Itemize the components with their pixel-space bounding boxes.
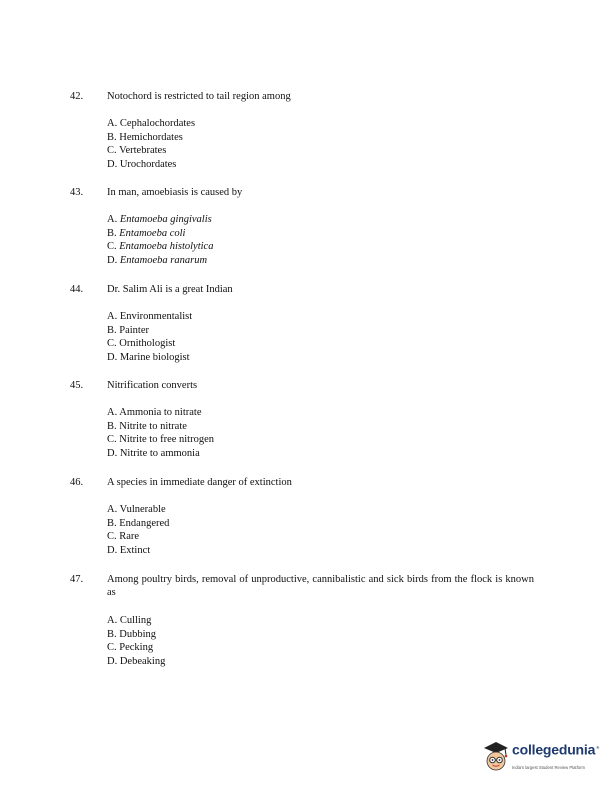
- option-a: A. Environmentalist: [107, 311, 193, 322]
- option-c: C. Ornithologist: [107, 338, 176, 350]
- question-text: A species in immediate danger of extinction: [107, 477, 292, 488]
- question-number: 45.: [70, 380, 84, 391]
- option-d: D. Debeaking: [107, 655, 166, 667]
- option-d: D. Extinct: [107, 544, 151, 556]
- option-b: B. Nitrite to nitrate: [107, 420, 187, 432]
- option-prefix: C.: [107, 241, 120, 253]
- option-d: D. Nitrite to ammonia: [107, 447, 200, 459]
- organism-name: Entamoeba coli: [119, 227, 186, 239]
- question-text: Dr. Salim Ali is a great Indian: [107, 284, 233, 295]
- logo-tagline: India's largest Student Review Platform: [512, 765, 585, 770]
- option-c: C. Rare: [107, 531, 140, 543]
- options-list: [107, 406, 214, 460]
- question-text: In man, amoebiasis is caused by: [107, 187, 243, 198]
- option-b: B. Painter: [107, 324, 149, 336]
- question-text: Among poultry birds, removal of unproductive, cannibalistic and sick birds from the flock is known as: [107, 574, 534, 599]
- question-number: 46.: [70, 477, 84, 488]
- options-list: [107, 117, 195, 171]
- option-a: A. Culling: [107, 615, 152, 626]
- options-list: [107, 614, 165, 668]
- graduate-mascot-icon: [482, 739, 510, 773]
- option-prefix: D.: [107, 254, 120, 266]
- option-c: C. Pecking: [107, 642, 154, 654]
- options-list: [107, 503, 169, 557]
- question-number: 42.: [70, 91, 84, 102]
- option-c: C. Nitrite to free nitrogen: [107, 434, 215, 446]
- registered-mark: ®: [596, 745, 599, 750]
- option-a: A. Cephalochordates: [107, 118, 196, 129]
- logo-wordmark: collegedunia®: [512, 741, 599, 758]
- option-a: A. Vulnerable: [107, 504, 166, 515]
- option-d: D. Marine biologist: [107, 351, 190, 363]
- question-text: Notochord is restricted to tail region among: [107, 91, 291, 102]
- organism-name: Entamoeba ranarum: [119, 254, 208, 266]
- options-list: [107, 213, 213, 267]
- option-a: A. Ammonia to nitrate: [107, 407, 202, 418]
- question-text: Nitrification converts: [107, 380, 198, 391]
- option-c: C. Vertebrates: [107, 145, 167, 157]
- option-b: B. Endangered: [107, 517, 170, 529]
- question-number: 47.: [70, 574, 84, 585]
- question-number: 44.: [70, 284, 84, 295]
- collegedunia-logo: [482, 739, 608, 779]
- option-b: [107, 227, 213, 241]
- organism-name: Entamoeba histolytica: [119, 241, 214, 253]
- options-list: [107, 310, 192, 364]
- option-c: [107, 240, 213, 254]
- organism-name: Entamoeba gingivalis: [119, 214, 212, 225]
- option-b: B. Hemichordates: [107, 131, 183, 143]
- option-b: B. Dubbing: [107, 628, 157, 640]
- option-prefix: B.: [107, 227, 120, 239]
- option-d: [107, 254, 213, 268]
- option-d: D. Urochordates: [107, 158, 177, 170]
- option-prefix: A.: [107, 214, 120, 225]
- option-a: [107, 213, 213, 227]
- question-number: 43.: [70, 187, 84, 198]
